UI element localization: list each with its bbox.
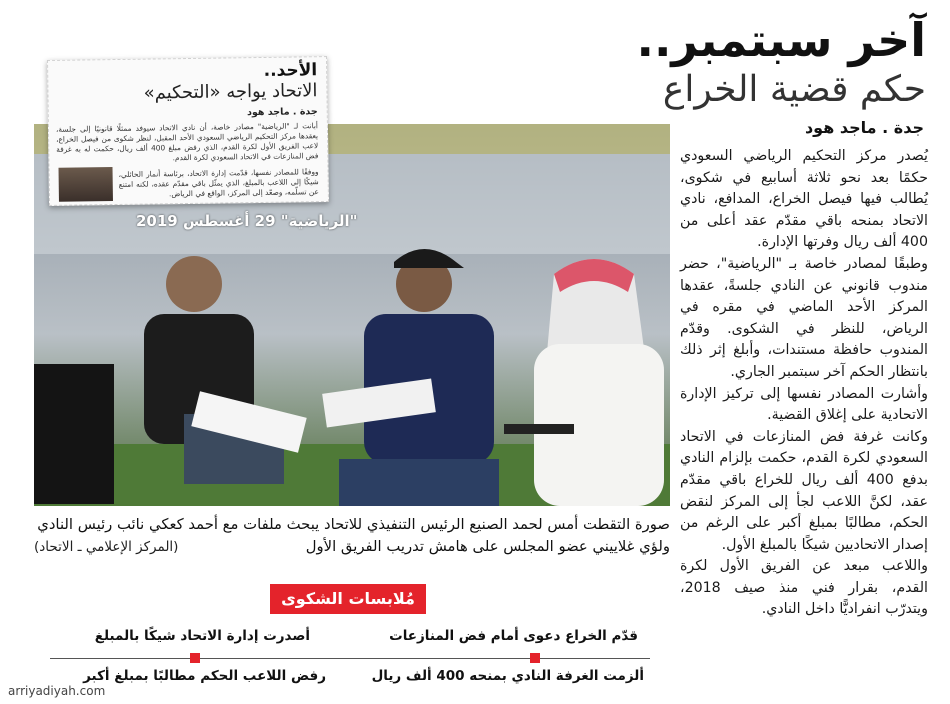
clipping-author: جدة . ماجد هود — [246, 106, 318, 119]
article-paragraph: واللاعب مبعد عن الفريق الأول لكرة القدم، بقرار فني منذ صيف 2018، ويتدرّب انفراديًّا داخل النادي. — [680, 558, 928, 618]
headline-main: آخر سبتمبر.. — [636, 13, 926, 67]
clipping-body-continued: ووفقًا للمصادر نفسها، قدّمت إدارة الاتحاد، برئاسة أنمار الحائلي، شيكًا إلى اللاعب بالمبلغ، الذي يمثّل باقي مقدّم عقده، لكنه امتنع عن تسلّمه، وصعّد إلى المركز، الواقع في الرياض. — [118, 167, 319, 199]
site-watermark: arriyadiyah.com — [8, 684, 106, 698]
timeline-item: أصدرت إدارة الاتحاد شيكًا بالمبلغ — [94, 628, 310, 644]
timeline-dot — [190, 653, 200, 663]
clipping-title: الاتحاد يواجه «التحكيم» — [143, 80, 318, 104]
article-paragraph: وكانت غرفة فض المنازعات في الاتحاد السعودي لكرة القدم، حكمت بإلزام النادي بدفع 400 ألف ريال للخراع باقي مقدّم عقد، لكنَّ اللاعب لجأ إلى المركز لنقض الحكم، مطالبًا بمبلغ أكبر على الرغم من إصدار الاتحاديين شيكًا بالمبلغ الأول. — [680, 428, 928, 553]
clipping-thumbnail — [59, 167, 113, 202]
timeline-item: ألزمت الغرفة النادي بمنحه 400 ألف ريال — [371, 668, 644, 684]
timeline-title: مُلابسات الشكوى — [270, 584, 426, 614]
timeline-item: قدّم الخراع دعوى أمام فض المنازعات — [389, 628, 638, 644]
timeline-line — [50, 658, 650, 659]
article-paragraph: وطبقًا لمصادر خاصة بـ "الرياضية"، حضر مندوب قانوني عن النادي جلسةً، عقدها المركز الأحد الماضي في مقره في الرياض، للنظر في الشكوى. وقدّم المندوب حافظة مستندات، وأبلغ إثر ذلك بانتظار الحكم آخر سبتمبر الجاري. — [680, 255, 928, 380]
caption-text: صورة التقطت أمس لحمد الصنيع الرئيس التنفيذي للاتحاد يبحث ملفات مع أحمد كعكي نائب رئيس النادي ولؤي غلاييني عضو المجلس على هامش تدريب الفريق الأول — [37, 516, 670, 555]
clipping-source: "الرياضية" 29 أغسطس 2019 — [136, 212, 358, 230]
headline-sub: حكم قضية الخراع — [662, 69, 926, 110]
clipping-kicker: الأحد.. — [263, 60, 318, 81]
clipping-body: أبانت لـ "الرياضية" مصادر خاصة، أن نادي الاتحاد سيوفد ممثلًا قانونيًا إلى جلسة، يعقدها مركز التحكيم الرياضي السعودي الأحد المقبل، لنظر شكوى من فيصل الخراع، لاعب الفريق الأول لكرة القدم، الذي رفض مبلغ 400 ألف ريال، حكمت له به غرفة فض المنازعات في الاتحاد السعودي لكرة القدم. — [55, 121, 319, 163]
article-paragraph: وأشارت المصادر نفسها إلى تركيز الإدارة الاتحادية على إغلاق القضية. — [680, 385, 928, 424]
timeline-dot — [530, 653, 540, 663]
caption-credit: (المركز الإعلامي ـ الاتحاد) — [34, 539, 179, 555]
timeline-item: رفض اللاعب الحكم مطالبًا بمبلغ أكبر — [83, 668, 326, 684]
headline-block — [566, 14, 926, 112]
photo-caption — [34, 514, 670, 558]
byline: جدة . ماجد هود — [804, 118, 924, 137]
article-body — [680, 146, 928, 621]
newspaper-clipping — [47, 56, 329, 206]
article-paragraph: يُصدر مركز التحكيم الرياضي السعودي حكمًا بعد نحو ثلاثة أسابيع في شكوى، يُطالب فيها فيصل الخراع، المدافع، نادي الاتحاد بمنحه باقي مقدّم عقد أعلى من 400 ألف ريال وفرتها الإدارة. — [680, 148, 928, 251]
